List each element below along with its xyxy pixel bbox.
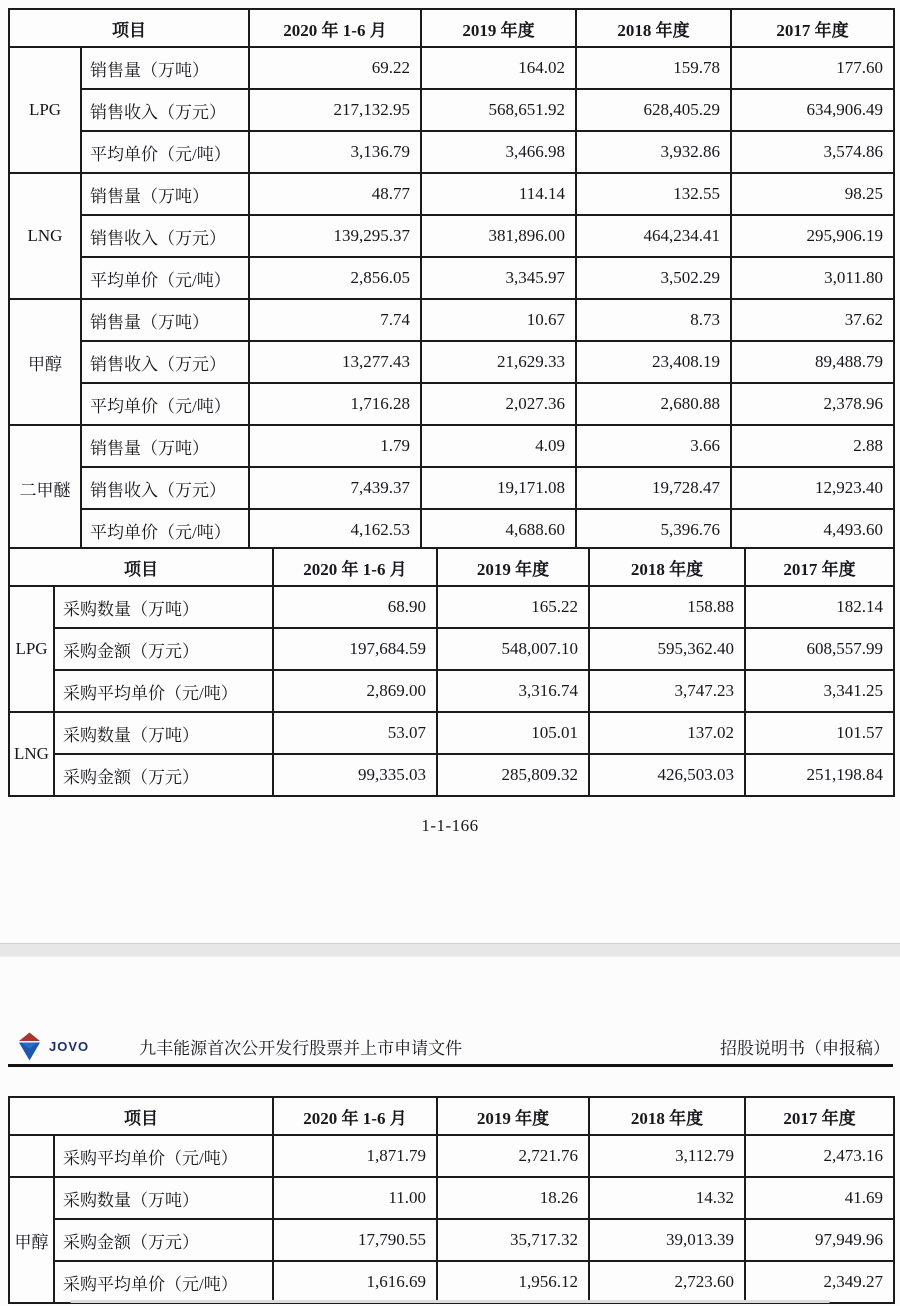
- row-label: 平均单价（元/吨）: [81, 131, 249, 173]
- table-row: [9, 586, 894, 628]
- value-cell: 2,473.16: [745, 1135, 894, 1177]
- table-row: [9, 131, 894, 173]
- column-header-period-3: 2018 年度: [589, 1097, 745, 1135]
- value-cell: 3,574.86: [731, 131, 894, 173]
- table-row: [9, 1135, 894, 1177]
- column-header-period-1: 2020 年 1-6 月: [249, 9, 421, 47]
- value-cell: 2,680.88: [576, 383, 731, 425]
- table-row: [9, 173, 894, 215]
- header-rule: [8, 1064, 893, 1067]
- value-cell: 1,616.69: [273, 1261, 437, 1303]
- value-cell: 2,721.76: [437, 1135, 589, 1177]
- row-label: 采购金额（万元）: [54, 1219, 273, 1261]
- header-row: [9, 9, 894, 47]
- value-cell: 101.57: [745, 712, 894, 754]
- row-label: 采购平均单价（元/吨）: [54, 670, 273, 712]
- value-cell: 197,684.59: [273, 628, 437, 670]
- value-cell: 3,316.74: [437, 670, 589, 712]
- purchase-table-1: [8, 547, 895, 797]
- group-cell: [9, 1135, 54, 1177]
- value-cell: 1.79: [249, 425, 421, 467]
- header-row: [9, 1097, 894, 1135]
- value-cell: 18.26: [437, 1177, 589, 1219]
- value-cell: 2,027.36: [421, 383, 576, 425]
- table-row: [9, 467, 894, 509]
- table-row: [9, 1219, 894, 1261]
- value-cell: 3,136.79: [249, 131, 421, 173]
- value-cell: 89,488.79: [731, 341, 894, 383]
- column-header-period-4: 2017 年度: [745, 1097, 894, 1135]
- value-cell: 139,295.37: [249, 215, 421, 257]
- page-header: [16, 1030, 892, 1062]
- value-cell: 548,007.10: [437, 628, 589, 670]
- value-cell: 5,396.76: [576, 509, 731, 551]
- value-cell: 11.00: [273, 1177, 437, 1219]
- value-cell: 4,493.60: [731, 509, 894, 551]
- row-label: 采购金额（万元）: [54, 754, 273, 796]
- row-label: 销售量（万吨）: [81, 47, 249, 89]
- page-separator: [0, 943, 900, 957]
- row-label: 平均单价（元/吨）: [81, 509, 249, 551]
- value-cell: 1,871.79: [273, 1135, 437, 1177]
- value-cell: 69.22: [249, 47, 421, 89]
- value-cell: 2.88: [731, 425, 894, 467]
- document-title: 九丰能源首次公开发行股票并上市申请文件: [139, 1038, 463, 1058]
- value-cell: 35,717.32: [437, 1219, 589, 1261]
- table-row: [9, 754, 894, 796]
- group-cell: LNG: [9, 712, 54, 796]
- row-label: 采购平均单价（元/吨）: [54, 1135, 273, 1177]
- column-header-period-2: 2019 年度: [437, 1097, 589, 1135]
- value-cell: 3,466.98: [421, 131, 576, 173]
- group-cell: LNG: [9, 173, 81, 299]
- value-cell: 68.90: [273, 586, 437, 628]
- value-cell: 251,198.84: [745, 754, 894, 796]
- value-cell: 19,171.08: [421, 467, 576, 509]
- value-cell: 3,341.25: [745, 670, 894, 712]
- jovo-logo-text: JOVO: [49, 1038, 90, 1054]
- value-cell: 53.07: [273, 712, 437, 754]
- table-row: [9, 670, 894, 712]
- value-cell: 21,629.33: [421, 341, 576, 383]
- table-row: [9, 47, 894, 89]
- value-cell: 595,362.40: [589, 628, 745, 670]
- value-cell: 97,949.96: [745, 1219, 894, 1261]
- column-header-period-1: 2020 年 1-6 月: [273, 548, 437, 586]
- group-cell: LPG: [9, 586, 54, 712]
- value-cell: 4,162.53: [249, 509, 421, 551]
- value-cell: 12,923.40: [731, 467, 894, 509]
- value-cell: 3,011.80: [731, 257, 894, 299]
- value-cell: 137.02: [589, 712, 745, 754]
- value-cell: 10.67: [421, 299, 576, 341]
- table-row: [9, 89, 894, 131]
- value-cell: 13,277.43: [249, 341, 421, 383]
- column-header-item: 项目: [9, 9, 249, 47]
- row-label: 销售量（万吨）: [81, 425, 249, 467]
- value-cell: 464,234.41: [576, 215, 731, 257]
- column-header-period-3: 2018 年度: [589, 548, 745, 586]
- value-cell: 3.66: [576, 425, 731, 467]
- header-row: [9, 548, 894, 586]
- jovo-logo-icon: [16, 1032, 43, 1061]
- value-cell: 568,651.92: [421, 89, 576, 131]
- value-cell: 2,869.00: [273, 670, 437, 712]
- value-cell: 217,132.95: [249, 89, 421, 131]
- group-cell: 二甲醚: [9, 425, 81, 551]
- column-header-period-1: 2020 年 1-6 月: [273, 1097, 437, 1135]
- value-cell: 177.60: [731, 47, 894, 89]
- column-header-period-4: 2017 年度: [731, 9, 894, 47]
- value-cell: 17,790.55: [273, 1219, 437, 1261]
- value-cell: 4,688.60: [421, 509, 576, 551]
- table-row: [9, 628, 894, 670]
- value-cell: 182.14: [745, 586, 894, 628]
- value-cell: 2,856.05: [249, 257, 421, 299]
- row-label: 采购数量（万吨）: [54, 712, 273, 754]
- row-label: 销售收入（万元）: [81, 467, 249, 509]
- row-label: 销售量（万吨）: [81, 299, 249, 341]
- value-cell: 4.09: [421, 425, 576, 467]
- value-cell: 14.32: [589, 1177, 745, 1219]
- value-cell: 164.02: [421, 47, 576, 89]
- value-cell: 99,335.03: [273, 754, 437, 796]
- table-row: [9, 215, 894, 257]
- value-cell: 295,906.19: [731, 215, 894, 257]
- table-row: [9, 509, 894, 551]
- value-cell: 48.77: [249, 173, 421, 215]
- value-cell: 23,408.19: [576, 341, 731, 383]
- document-type-label: 招股说明书（申报稿）: [720, 1038, 890, 1058]
- value-cell: 159.78: [576, 47, 731, 89]
- row-label: 平均单价（元/吨）: [81, 383, 249, 425]
- value-cell: 285,809.32: [437, 754, 589, 796]
- group-cell: 甲醇: [9, 1177, 54, 1303]
- column-header-period-3: 2018 年度: [576, 9, 731, 47]
- column-header-item: 项目: [9, 548, 273, 586]
- row-label: 销售量（万吨）: [81, 173, 249, 215]
- column-header-period-2: 2019 年度: [421, 9, 576, 47]
- value-cell: 19,728.47: [576, 467, 731, 509]
- sales-table: [8, 8, 895, 552]
- row-label: 销售收入（万元）: [81, 215, 249, 257]
- value-cell: 2,349.27: [745, 1261, 894, 1303]
- value-cell: 158.88: [589, 586, 745, 628]
- value-cell: 2,378.96: [731, 383, 894, 425]
- value-cell: 426,503.03: [589, 754, 745, 796]
- value-cell: 98.25: [731, 173, 894, 215]
- value-cell: 3,345.97: [421, 257, 576, 299]
- table-row: [9, 257, 894, 299]
- row-label: 采购金额（万元）: [54, 628, 273, 670]
- row-label: 采购数量（万吨）: [54, 586, 273, 628]
- value-cell: 381,896.00: [421, 215, 576, 257]
- value-cell: 3,112.79: [589, 1135, 745, 1177]
- value-cell: 41.69: [745, 1177, 894, 1219]
- value-cell: 39,013.39: [589, 1219, 745, 1261]
- column-header-item: 项目: [9, 1097, 273, 1135]
- group-cell: 甲醇: [9, 299, 81, 425]
- value-cell: 114.14: [421, 173, 576, 215]
- row-label: 销售收入（万元）: [81, 89, 249, 131]
- value-cell: 608,557.99: [745, 628, 894, 670]
- bottom-artifact: [70, 1300, 830, 1303]
- value-cell: 7,439.37: [249, 467, 421, 509]
- table-row: [9, 425, 894, 467]
- group-cell: LPG: [9, 47, 81, 173]
- value-cell: 37.62: [731, 299, 894, 341]
- value-cell: 8.73: [576, 299, 731, 341]
- row-label: 销售收入（万元）: [81, 341, 249, 383]
- value-cell: 634,906.49: [731, 89, 894, 131]
- value-cell: 7.74: [249, 299, 421, 341]
- value-cell: 105.01: [437, 712, 589, 754]
- value-cell: 3,502.29: [576, 257, 731, 299]
- value-cell: 3,932.86: [576, 131, 731, 173]
- value-cell: 132.55: [576, 173, 731, 215]
- value-cell: 3,747.23: [589, 670, 745, 712]
- row-label: 采购平均单价（元/吨）: [54, 1261, 273, 1303]
- table-row: [9, 1261, 894, 1303]
- purchase-table-2: [8, 1096, 895, 1304]
- page-number: 1-1-166: [421, 816, 479, 835]
- table-row: [9, 341, 894, 383]
- value-cell: 165.22: [437, 586, 589, 628]
- value-cell: 1,716.28: [249, 383, 421, 425]
- value-cell: 2,723.60: [589, 1261, 745, 1303]
- table-row: [9, 1177, 894, 1219]
- value-cell: 1,956.12: [437, 1261, 589, 1303]
- table-row: [9, 299, 894, 341]
- column-header-period-4: 2017 年度: [745, 548, 894, 586]
- row-label: 平均单价（元/吨）: [81, 257, 249, 299]
- row-label: 采购数量（万吨）: [54, 1177, 273, 1219]
- column-header-period-2: 2019 年度: [437, 548, 589, 586]
- table-row: [9, 383, 894, 425]
- value-cell: 628,405.29: [576, 89, 731, 131]
- table-row: [9, 712, 894, 754]
